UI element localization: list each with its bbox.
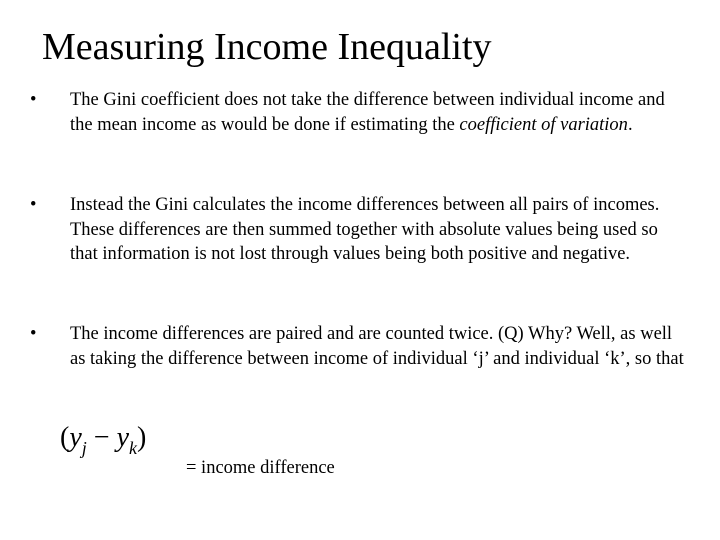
formula-subscript-j: j (81, 438, 87, 458)
formula-result-label: = income difference (186, 458, 335, 478)
bullet-text (70, 88, 690, 137)
bullet-text: Instead the Gini calculates the income differences between all pairs of incomes. These differences are then summed together with absolute values being used so that information is not lost through values being both positive and negative. (70, 195, 660, 264)
formula-var-y: y (69, 422, 82, 453)
bullet-text-italic: coefficient of variation (459, 114, 628, 135)
bullet-point-counted-twice (30, 322, 690, 371)
bullet-icon: • (30, 195, 37, 215)
bullet-point-pairs-of-incomes (30, 193, 690, 267)
income-difference-formula (60, 418, 146, 468)
formula-subscript-k: k (129, 438, 138, 458)
bullet-icon: • (30, 90, 37, 110)
formula-paren-open: ( (60, 422, 70, 453)
formula-var-y: y (116, 422, 130, 453)
formula-paren-close: ) (137, 422, 147, 453)
bullet-text-part: The Gini coefficient does not take the difference between individual income and the mean income as would be done if estimating the (70, 90, 665, 135)
bullet-text-part: . (627, 114, 633, 135)
formula-minus: − (86, 422, 117, 453)
bullet-text: The income differences are paired and are counted twice. (Q) Why? Well, as well as taking the difference between income of individual ‘j’ and individual ‘k’, so that (70, 324, 684, 369)
bullet-icon: • (30, 324, 37, 344)
bullet-point-gini-coefficient (30, 88, 690, 137)
slide-title: Measuring Income Inequality (42, 26, 492, 68)
